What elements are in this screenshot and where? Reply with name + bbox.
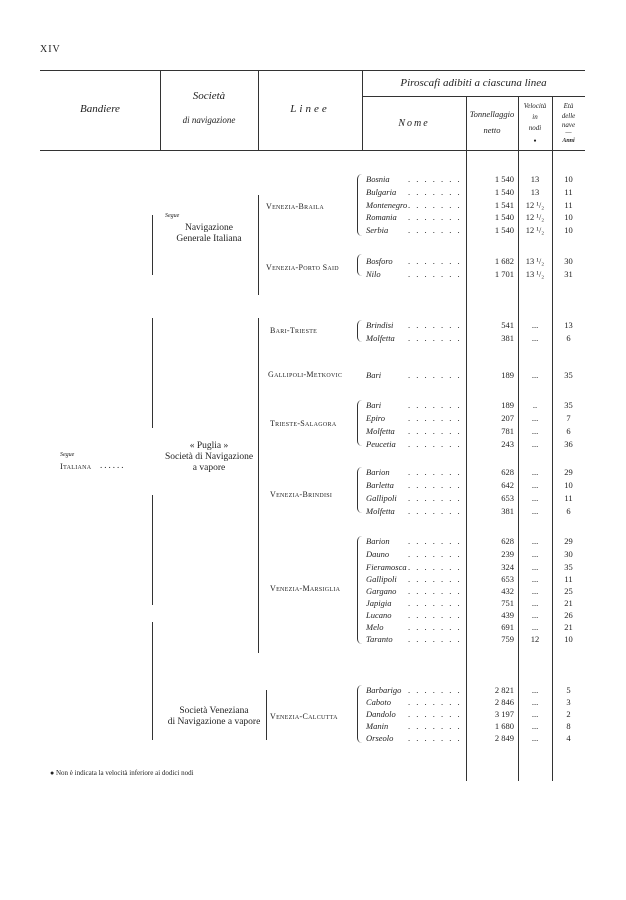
ship-speed: ... — [531, 586, 539, 596]
ship-speed: ... — [531, 493, 539, 503]
ship-age: 29 — [564, 467, 573, 477]
ship-tonnage: 189 — [501, 400, 514, 410]
ship-dots: . . . . . . . — [408, 320, 462, 330]
header-piroscafi: Piroscafi adibiti a ciascuna linea — [400, 77, 547, 89]
ship-dots: . . . . . . . — [408, 493, 462, 503]
ship-dots: . . . . . . . — [408, 610, 462, 620]
ship-speed: ... — [531, 733, 539, 743]
ship-speed: ... — [531, 610, 539, 620]
ship-age: 30 — [564, 256, 573, 266]
ship-age: 35 — [564, 370, 573, 380]
ship-name: Dandolo — [366, 709, 396, 719]
header-societa-2: di navigazione — [182, 115, 236, 125]
bandiera-brace-low — [152, 495, 153, 605]
ship-age: 11 — [564, 200, 573, 210]
ship-dots: . . . . . . . — [408, 333, 462, 343]
header-velocita-mark: ● — [533, 139, 537, 144]
ship-speed: ... — [531, 562, 539, 572]
ship-age: 26 — [564, 610, 573, 620]
ship-age: 10 — [564, 212, 573, 222]
ship-tonnage: 2 849 — [494, 733, 514, 743]
ship-age: 8 — [566, 721, 571, 731]
ship-name: Japigia — [366, 598, 392, 608]
ngi-line-brace — [258, 195, 259, 295]
ship-dots: . . . . . . . — [408, 574, 462, 584]
puglia-name-1: « Puglia » — [189, 441, 229, 451]
line-venezia-braila: Venezia-Braila — [266, 202, 324, 211]
ship-age: 36 — [564, 439, 573, 449]
header-societa-1: Società — [192, 90, 226, 102]
ship-dots: . . . . . . . — [408, 439, 462, 449]
header-nome: Nome — [398, 118, 430, 129]
ship-speed: ... — [531, 333, 539, 343]
ship-tonnage: 628 — [501, 467, 514, 477]
header-eta-3: nave — [561, 121, 576, 129]
header-eta-dash: — — [565, 128, 572, 136]
ship-tonnage: 653 — [501, 574, 514, 584]
ship-age: 21 — [564, 598, 573, 608]
ship-speed: ... — [531, 574, 539, 584]
line-venezia-marsiglia: Venezia-Marsiglia — [270, 584, 341, 593]
ship-dots: . . . . . . . — [408, 187, 462, 197]
ship-speed: 12 ¹/₂ — [525, 212, 545, 222]
ship-name: Barbarigo — [366, 685, 402, 695]
ship-age: 10 — [564, 634, 573, 644]
ship-speed: ... — [531, 320, 539, 330]
ship-tonnage: 653 — [501, 493, 514, 503]
ship-dots: . . . . . . . — [408, 685, 462, 695]
ship-name: Montenegro — [366, 200, 408, 210]
ship-speed: 12 ¹/₂ — [525, 225, 545, 235]
ship-speed: ... — [531, 697, 539, 707]
col-sep-1 — [160, 70, 161, 150]
ship-dots: . . . . . . . — [408, 480, 462, 490]
line-venezia-calcutta: Venezia-Calcutta — [270, 712, 338, 721]
ship-age: 13 — [564, 320, 573, 330]
ship-age: 4 — [566, 733, 571, 743]
ship-dots: . . . . . . . — [408, 506, 462, 516]
bandiera-segue: Segue — [60, 452, 75, 458]
ship-name: Melo — [366, 622, 384, 632]
ship-name: Bari — [366, 400, 382, 410]
ship-dots: . . . . . . . — [408, 536, 462, 546]
ship-tonnage: 439 — [501, 610, 514, 620]
line-bari-trieste: Bari-Trieste — [270, 326, 318, 335]
ship-speed: 12 ¹/₂ — [525, 200, 545, 210]
ship-dots: . . . . . . . — [408, 586, 462, 596]
header-velocita-1: Velocità — [523, 102, 547, 110]
veneziana-name-2: di Navigazione a vapore — [167, 717, 261, 727]
ship-age: 31 — [564, 269, 573, 279]
ship-age: 6 — [566, 506, 571, 516]
bandiera-brace-top — [152, 215, 153, 275]
footnote: ● Non è indicata la velocità inferiore ai dodici nodi — [50, 769, 194, 777]
ship-tonnage: 207 — [501, 413, 514, 423]
ship-name: Bulgaria — [366, 187, 397, 197]
ship-tonnage: 189 — [501, 370, 514, 380]
ship-age: 6 — [566, 333, 571, 343]
ship-tonnage: 541 — [501, 320, 514, 330]
ngi-name-1: Navigazione — [184, 223, 233, 233]
ship-dots: . . . . . . . — [408, 256, 462, 266]
ship-dots: . . . . . . . — [408, 426, 462, 436]
bandiera-name: Italiana — [60, 461, 92, 471]
ship-age: 21 — [564, 622, 573, 632]
ship-age: 5 — [566, 685, 571, 695]
line-venezia-porto-said: Venezia-Porto Said — [266, 263, 339, 272]
veneziana-line-brace — [266, 690, 267, 740]
ship-dots: . . . . . . . — [408, 370, 462, 380]
ship-speed: ... — [531, 721, 539, 731]
ship-dots: . . . . . . . — [408, 200, 462, 210]
header-tonnellaggio-1: Tonnellaggio — [469, 109, 515, 119]
ship-speed: ... — [531, 506, 539, 516]
puglia-name-3: a vapore — [192, 463, 226, 473]
ship-tonnage: 691 — [501, 622, 514, 632]
ship-age: 7 — [566, 413, 571, 423]
ship-speed: ... — [531, 439, 539, 449]
ship-tonnage: 1 540 — [494, 187, 514, 197]
ship-name: Bosnia — [366, 174, 390, 184]
ship-dots: . . . . . . . — [408, 225, 462, 235]
ship-age: 11 — [564, 574, 573, 584]
ships-bracket-calcutta — [357, 685, 362, 743]
ship-name: Bari — [366, 370, 382, 380]
ship-speed: ... — [531, 426, 539, 436]
header-eta-1: Età — [563, 102, 574, 110]
puglia-line-brace — [258, 318, 259, 653]
ship-speed: .. — [532, 400, 538, 410]
ship-age: 30 — [564, 549, 573, 559]
ship-dots: . . . . . . . — [408, 709, 462, 719]
ship-dots: . . . . . . . — [408, 467, 462, 477]
ship-tonnage: 2 846 — [494, 697, 514, 707]
header-linee: Linee — [290, 103, 330, 115]
ship-tonnage: 1 682 — [494, 256, 514, 266]
ship-speed: ... — [531, 480, 539, 490]
ship-name: Barion — [366, 467, 390, 477]
ship-name: Epiro — [366, 413, 386, 423]
ship-speed: ... — [531, 413, 539, 423]
ship-name: Lucano — [366, 610, 392, 620]
ship-name: Gallipoli — [366, 493, 397, 503]
ship-name: Caboto — [366, 697, 392, 707]
ship-tonnage: 381 — [501, 506, 514, 516]
ngi-name-2: Generale Italiana — [176, 234, 242, 244]
ship-age: 25 — [564, 586, 573, 596]
ship-tonnage: 3 197 — [494, 709, 514, 719]
header-eta-2: delle — [561, 112, 576, 120]
header-velocita-2: in — [532, 113, 538, 121]
veneziana-name-1: Società Veneziana — [179, 706, 249, 716]
ship-speed: ... — [531, 685, 539, 695]
ship-speed: ... — [531, 370, 539, 380]
ship-age: 2 — [566, 709, 571, 719]
ship-age: 11 — [564, 187, 573, 197]
ship-tonnage: 239 — [501, 549, 514, 559]
ship-name: Taranto — [366, 634, 393, 644]
bandiera-brace-bottom — [152, 622, 153, 740]
ship-speed: 13 ¹/₂ — [525, 269, 545, 279]
ship-dots: . . . . . . . — [408, 549, 462, 559]
ship-tonnage: 381 — [501, 333, 514, 343]
line-venezia-brindisi: Venezia-Brindisi — [270, 490, 333, 499]
ship-speed: ... — [531, 622, 539, 632]
ship-speed: ... — [531, 467, 539, 477]
ship-tonnage: 1 541 — [494, 200, 514, 210]
header-eta-4: Anni — [562, 138, 575, 144]
page-number: XIV — [40, 44, 61, 55]
ship-dots: . . . . . . . — [408, 733, 462, 743]
ships-bracket-braila — [357, 174, 362, 236]
ships-bracket-brindisi — [357, 467, 362, 513]
ship-name: Molfetta — [366, 333, 395, 343]
ship-tonnage: 432 — [501, 586, 514, 596]
ship-age: 35 — [564, 400, 573, 410]
bandiera-brace-mid — [152, 318, 153, 428]
ship-tonnage: 642 — [501, 480, 514, 490]
ship-name: Gallipoli — [366, 574, 397, 584]
ship-name: Bosforo — [366, 256, 393, 266]
header-tonnellaggio-2: netto — [483, 125, 501, 135]
ship-dots: . . . . . . . — [408, 721, 462, 731]
ship-tonnage: 243 — [501, 439, 514, 449]
ship-name: Brindisi — [366, 320, 394, 330]
ship-name: Fieramosca — [366, 562, 407, 572]
ship-tonnage: 1 701 — [494, 269, 514, 279]
ngi-segue: Segue — [165, 213, 180, 219]
ship-name: Barletta — [366, 480, 394, 490]
ship-name: Peucetia — [366, 439, 396, 449]
ship-name: Dauno — [366, 549, 390, 559]
ship-tonnage: 2 821 — [494, 685, 514, 695]
ships-bracket-marsiglia — [357, 536, 362, 644]
ship-tonnage: 781 — [501, 426, 514, 436]
ship-name: Molfetta — [366, 426, 395, 436]
ship-dots: . . . . . . . — [408, 174, 462, 184]
ship-speed: 13 — [530, 187, 540, 197]
ship-name: Nilo — [366, 269, 381, 279]
ship-speed: 13 ¹/₂ — [525, 256, 545, 266]
ship-speed: 13 — [530, 174, 540, 184]
ship-tonnage: 1 540 — [494, 212, 514, 222]
ship-name: Gargano — [366, 586, 397, 596]
ship-dots: . . . . . . . — [408, 562, 462, 572]
ship-speed: ... — [531, 709, 539, 719]
ship-dots: . . . . . . . — [408, 269, 462, 279]
header-velocita-3: nodi — [528, 124, 542, 132]
header-bandiere: Bandiere — [80, 103, 120, 115]
ship-tonnage: 1 680 — [494, 721, 514, 731]
header-top-rule — [40, 70, 585, 71]
line-trieste-salagora: Trieste-Salagora — [270, 419, 337, 428]
ship-dots: . . . . . . . — [408, 413, 462, 423]
ship-age: 10 — [564, 174, 573, 184]
ship-age: 10 — [564, 480, 573, 490]
ship-tonnage: 759 — [501, 634, 514, 644]
ships-bracket-bari-trieste — [357, 320, 362, 342]
ship-speed: 12 — [530, 634, 540, 644]
bandiera-dots: ...... — [100, 460, 126, 470]
ship-age: 11 — [564, 493, 573, 503]
ship-speed: ... — [531, 598, 539, 608]
ship-dots: . . . . . . . — [408, 622, 462, 632]
ship-tonnage: 1 540 — [494, 174, 514, 184]
ship-age: 10 — [564, 225, 573, 235]
ship-name: Molfetta — [366, 506, 395, 516]
ship-dots: . . . . . . . — [408, 634, 462, 644]
ship-name: Orseolo — [366, 733, 394, 743]
ship-tonnage: 628 — [501, 536, 514, 546]
ships-bracket-salagora — [357, 400, 362, 446]
ship-tonnage: 324 — [501, 562, 514, 572]
header-bottom-rule — [40, 150, 585, 151]
ships-bracket-porto-said — [357, 254, 362, 276]
ship-dots: . . . . . . . — [408, 697, 462, 707]
ship-name: Manin — [366, 721, 389, 731]
ship-dots: . . . . . . . — [408, 212, 462, 222]
ship-name: Barion — [366, 536, 390, 546]
puglia-name-2: Società di Navigazione — [164, 452, 254, 462]
ship-speed: ... — [531, 549, 539, 559]
ship-dots: . . . . . . . — [408, 598, 462, 608]
ship-age: 6 — [566, 426, 571, 436]
ship-tonnage: 751 — [501, 598, 514, 608]
ship-dots: . . . . . . . — [408, 400, 462, 410]
ship-tonnage: 1 540 — [494, 225, 514, 235]
ship-speed: ... — [531, 536, 539, 546]
ship-name: Romania — [366, 212, 397, 222]
line-gallipoli-metkovic: Gallipoli-Metkovic — [268, 370, 343, 379]
ship-age: 29 — [564, 536, 573, 546]
ship-age: 35 — [564, 562, 573, 572]
ship-name: Serbia — [366, 225, 389, 235]
ship-age: 3 — [566, 697, 571, 707]
